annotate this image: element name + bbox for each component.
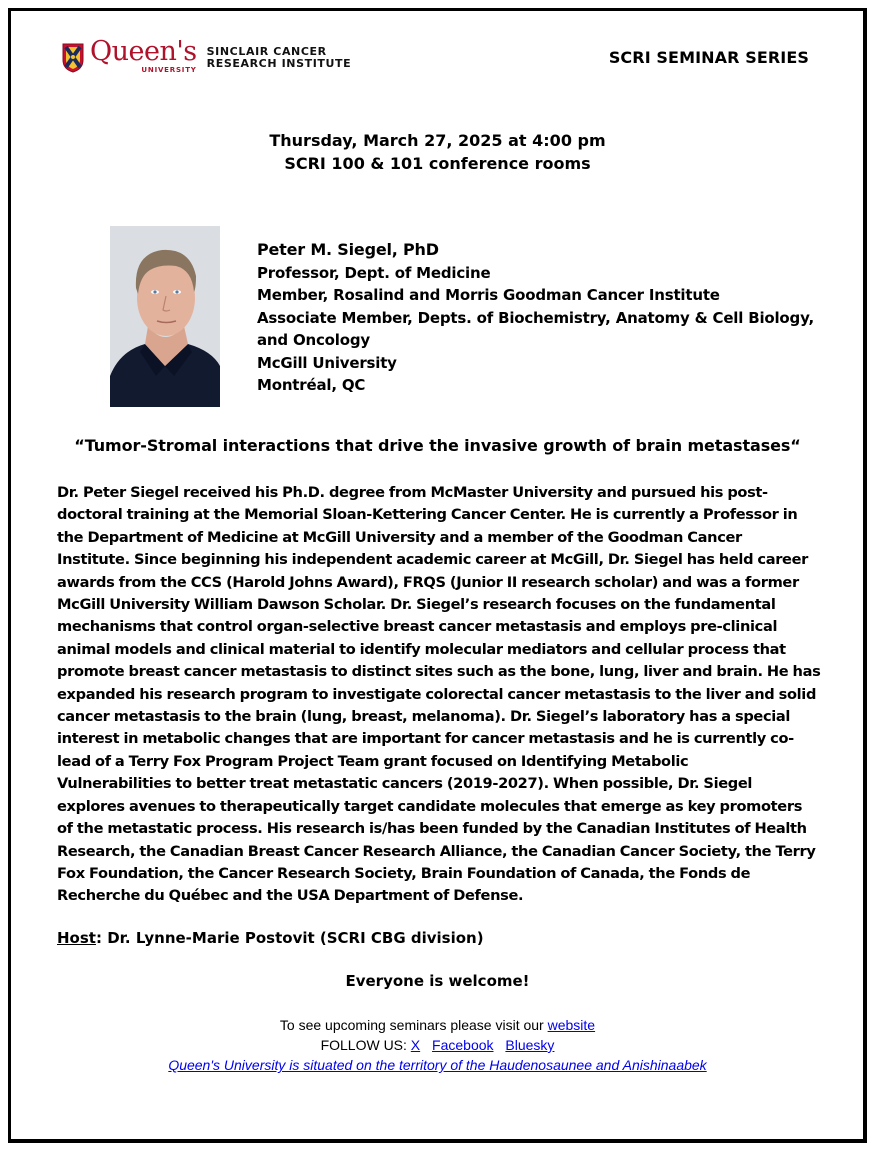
- footer: [0, 1015, 875, 1075]
- event-datetime: Thursday, March 27, 2025 at 4:00 pm: [269, 131, 606, 150]
- x-link[interactable]: X: [410, 1037, 421, 1053]
- website-link[interactable]: website: [547, 1017, 596, 1033]
- speaker-bio: [57, 482, 827, 908]
- bio-line: awards from the CCS (Harold Johns Award), FRQS (Junior II research scholar) and was a former: [57, 573, 799, 591]
- university-name: Queen's: [90, 36, 197, 67]
- talk-title: “Tumor-Stromal interactions that drive the invasive growth of brain metastases“: [74, 436, 801, 455]
- host-label: Host: [57, 929, 96, 947]
- institute-line-1: SINCLAIR CANCER: [206, 45, 327, 58]
- institute-name: [207, 46, 352, 70]
- speaker-name: Peter M. Siegel, PhD: [257, 240, 439, 259]
- bio-line: promote breast cancer metastasis to distinct sites such as the bone, lung, liver and brain. He has: [57, 663, 821, 681]
- event-location: SCRI 100 & 101 conference rooms: [284, 154, 591, 173]
- header-logo: [62, 36, 352, 76]
- host-info: [57, 929, 484, 947]
- bio-line: explores avenues to therapeutically target candidate molecules that emerge as key promoters: [57, 797, 803, 815]
- bio-line: Dr. Peter Siegel received his Ph.D. degree from McMaster University and pursued his post-: [57, 484, 768, 501]
- visit-text: To see upcoming seminars please visit our: [279, 1017, 548, 1033]
- bio-line: Institute. Since beginning his independent academic career at McGill, Dr. Siegel has held career: [57, 551, 808, 569]
- welcome-message: Everyone is welcome!: [345, 972, 530, 990]
- queens-wordmark: [90, 36, 197, 76]
- footer-visit-line: [0, 1015, 875, 1035]
- event-info: [0, 129, 875, 175]
- bio-line: the Department of Medicine at McGill University and a member of the Goodman Cancer: [57, 528, 742, 546]
- host-name: : Dr. Lynne-Marie Postovit (SCRI CBG division): [95, 929, 484, 947]
- bio-line: interest in metabolic changes that are important for cancer metastasis and he is currently co-: [57, 730, 794, 748]
- bio-line: Recherche du Québec and the USA Department of Defense.: [57, 887, 524, 905]
- bluesky-link[interactable]: Bluesky: [505, 1037, 555, 1053]
- speaker-line: McGill University: [257, 353, 397, 372]
- bio-line: Vulnerabilities to better treat metastatic cancers (2019-2027). When possible, Dr. Siegel: [57, 775, 753, 793]
- speaker-info: [257, 239, 814, 397]
- speaker-line: Associate Member, Depts. of Biochemistry, Anatomy & Cell Biology,: [257, 308, 814, 327]
- speaker-photo: [110, 226, 220, 407]
- bio-line: doctoral training at the Memorial Sloan-Kettering Cancer Center. He is currently a Professor in: [57, 506, 798, 524]
- institute-line-2: RESEARCH INSTITUTE: [206, 57, 352, 70]
- bio-line: of the metastatic process. His research is/has been funded by the Canadian Institutes of Health: [57, 820, 807, 838]
- bio-line: Research, the Canadian Breast Cancer Research Alliance, the Canadian Cancer Society, the Terry: [57, 842, 816, 860]
- bio-line: mechanisms that control organ-selective breast cancer metastasis and employs pre-clinical: [57, 618, 778, 636]
- speaker-line: and Oncology: [257, 331, 370, 349]
- territory-acknowledgement-link[interactable]: Queen's University is situated on the territory of the Haudenosaunee and Anishinaabek: [168, 1057, 707, 1073]
- series-title: SCRI SEMINAR SERIES: [608, 48, 809, 67]
- follow-label: FOLLOW US:: [320, 1037, 411, 1053]
- queens-crest-icon: [62, 43, 84, 73]
- bio-line: McGill University William Dawson Scholar. Dr. Siegel’s research focuses on the fundamental: [57, 596, 776, 614]
- speaker-portrait-image: [110, 226, 220, 407]
- bio-line: expanded his research program to investigate colorectal cancer metastasis to the liver and solid: [57, 685, 817, 703]
- bio-line: animal models and clinical material to identify molecular mediators and cellular process that: [57, 640, 786, 658]
- facebook-link[interactable]: Facebook: [432, 1037, 494, 1053]
- bio-line: lead of a Terry Fox Program Project Team grant focused on Identifying Metabolic: [57, 752, 689, 770]
- footer-territory-line: [0, 1055, 875, 1075]
- bio-line: cancer metastasis to the brain (lung, breast, melanoma). Dr. Siegel’s laboratory has a special: [57, 708, 791, 726]
- bio-line: Fox Foundation, the Cancer Research Society, Brain Foundation of Canada, the Fonds de: [57, 864, 751, 882]
- university-sub: UNIVERSITY: [141, 66, 197, 74]
- speaker-line: Member, Rosalind and Morris Goodman Cancer Institute: [257, 286, 720, 304]
- speaker-line: Professor, Dept. of Medicine: [257, 263, 491, 282]
- speaker-line: Montréal, QC: [257, 376, 366, 394]
- footer-follow-line: [0, 1035, 875, 1055]
